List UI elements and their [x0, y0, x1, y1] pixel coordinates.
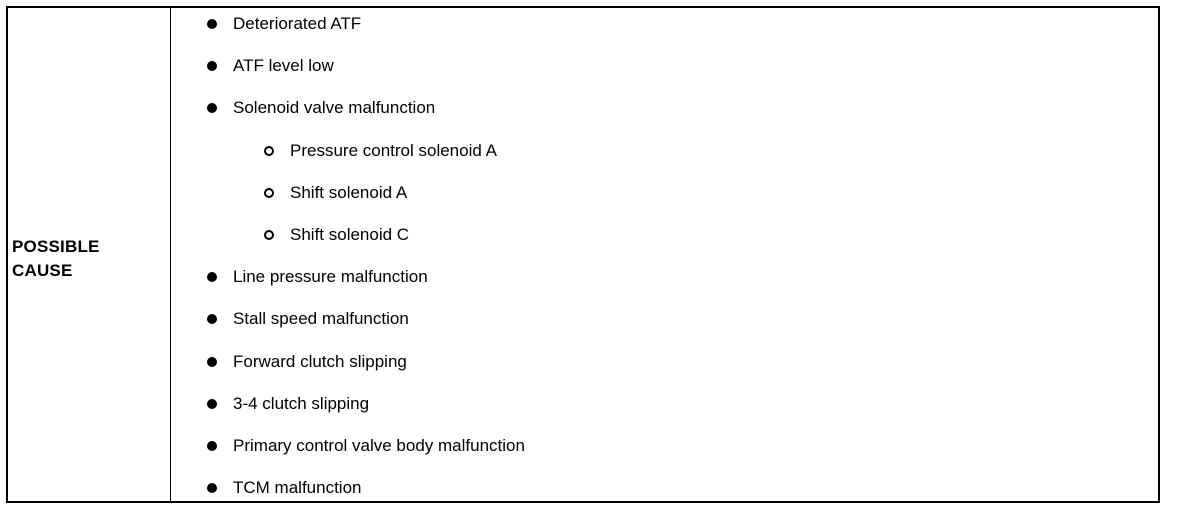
cause-text: TCM malfunction [233, 478, 362, 497]
bullet-icon [207, 103, 217, 113]
bullet-icon [207, 483, 217, 493]
cause-text: ATF level low [233, 56, 334, 75]
row-label-line2: CAUSE [12, 261, 73, 280]
cause-text: Line pressure malfunction [233, 267, 428, 286]
cause-text: Solenoid valve malfunction [233, 98, 436, 117]
bullet-icon [207, 272, 217, 282]
bullet-icon [207, 357, 217, 367]
cause-text: Stall speed malfunction [233, 309, 409, 328]
row-label-line1: POSSIBLE [12, 237, 100, 256]
cause-text: Shift solenoid A [290, 183, 408, 202]
cause-text: 3-4 clutch slipping [233, 394, 370, 413]
cause-text: Shift solenoid C [290, 225, 410, 244]
bullet-icon [207, 61, 217, 71]
cause-text: Forward clutch slipping [233, 352, 407, 371]
possible-cause-table [6, 6, 1160, 503]
bullet-icon [207, 441, 217, 451]
cause-text: Pressure control solenoid A [290, 141, 497, 160]
row-label [12, 235, 100, 283]
hollow-bullet-icon [264, 188, 274, 198]
bullet-icon [207, 19, 217, 29]
hollow-bullet-icon [264, 230, 274, 240]
cause-text: Deteriorated ATF [233, 14, 362, 33]
bullet-icon [207, 314, 217, 324]
bullet-icon [207, 399, 217, 409]
cause-text: Primary control valve body malfunction [233, 436, 525, 455]
hollow-bullet-icon [264, 146, 274, 156]
row-label-cell [8, 8, 171, 501]
